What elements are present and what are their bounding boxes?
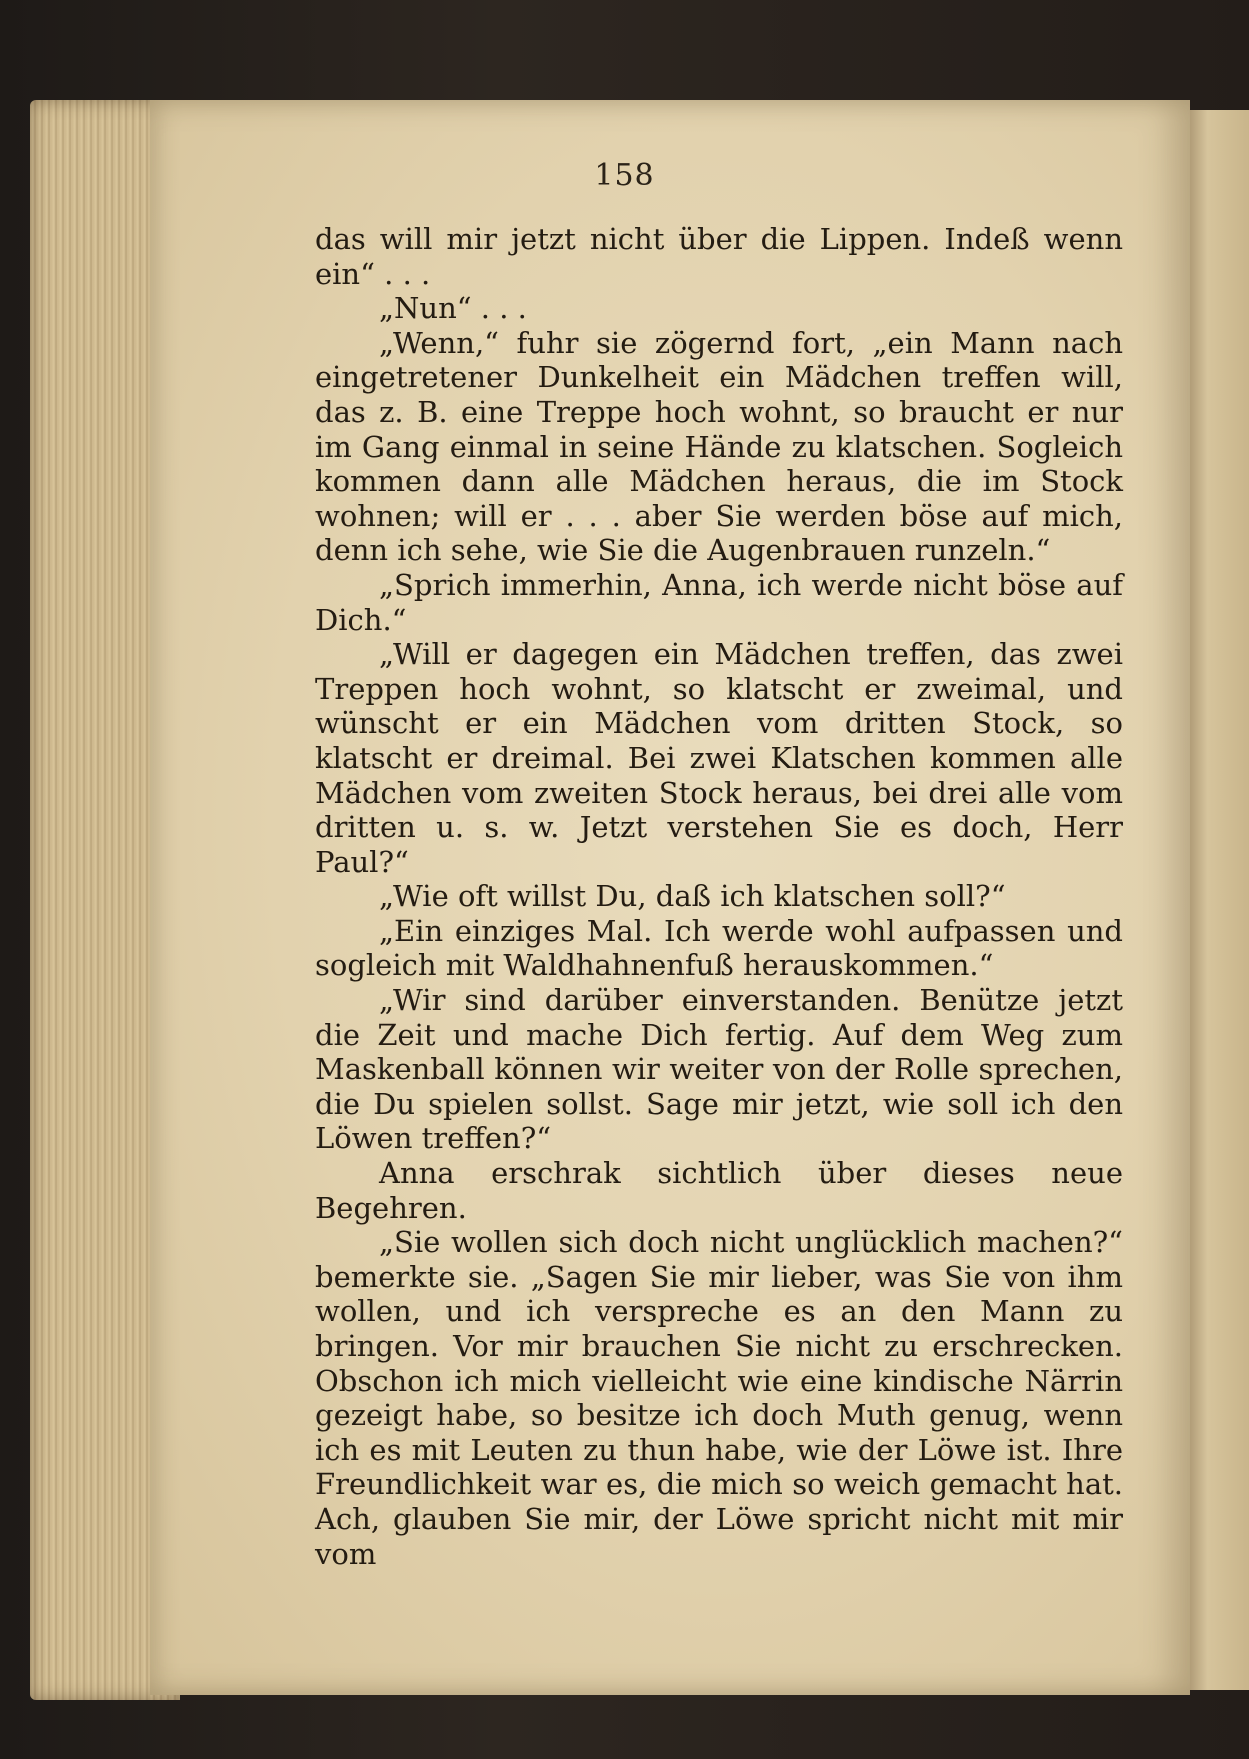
paragraph: „Ein einziges Mal. Ich werde wohl aufpassen und sogleich mit Waldhahnenfuß herauskommen.“ — [315, 913, 1123, 983]
paragraph: „Wie oft willst Du, daß ich klatschen soll?“ — [379, 879, 1006, 914]
paragraph: „Sprich immerhin, Anna, ich werde nicht böse auf Dich.“ — [315, 567, 1123, 637]
paragraph: „Will er dagegen ein Mädchen treffen, das zwei Treppen hoch wohnt, so klatscht er zweimal, und wünscht er ein Mädchen vom dritten Stock, so klatscht er dreimal. Bei zwei Klatschen kommen alle Mädchen vom zweiten Stock heraus, bei drei alle vom dritten u. s. w. Jetzt verstehen Sie es doch, Herr Paul?“ — [315, 637, 1123, 879]
page-text — [315, 222, 1123, 1571]
paragraph: „Wenn,“ fuhr sie zögernd fort, „ein Mann nach eingetretener Dunkelheit ein Mädchen treffen will, das z. B. eine Treppe hoch wohnt, so braucht er nur im Gang einmal in seine Hände zu klatschen. Sogleich kommen dann alle Mädchen heraus, die im Stock wohnen; will er . . . aber Sie werden böse auf mich, denn ich sehe, wie Sie die Augenbrauen runzeln.“ — [315, 325, 1123, 568]
next-page-edge — [1180, 110, 1249, 1690]
paragraph: „Wir sind darüber einverstanden. Benütze jetzt die Zeit und mache Dich fertig. Auf dem Weg zum Maskenball können wir weiter von der Rolle sprechen, die Du spielen sollst. Sage mir jetzt, wie soll ich den Löwen treffen?“ — [315, 983, 1123, 1156]
paragraph: Anna erschrak sichtlich über dieses neue Begehren. — [315, 1156, 1123, 1225]
paragraph: „Sie wollen sich doch nicht unglücklich machen?“ bemerkte sie. „Sagen Sie mir lieber, was Sie von ihm wollen, und ich verspreche es an den Mann zu bringen. Vor mir brauchen Sie nicht zu erschrecken. Obschon ich mich vielleicht wie eine kindische Närrin gezeigt habe, so besitze ich doch Muth genug, wenn ich es mit Leuten zu thun habe, wie der Löwe ist. Ihre Freundlichkeit war es, die mich so weich gemacht hat. Ach, glauben Sie mir, der Löwe spricht nicht mit mir vom — [315, 1225, 1123, 1571]
paragraph: „Nun“ . . . — [379, 291, 527, 326]
page-number: 158 — [594, 158, 655, 193]
paragraph: das will mir jetzt nicht über die Lippen. Indeß wenn ein“ . . . — [315, 222, 1123, 291]
